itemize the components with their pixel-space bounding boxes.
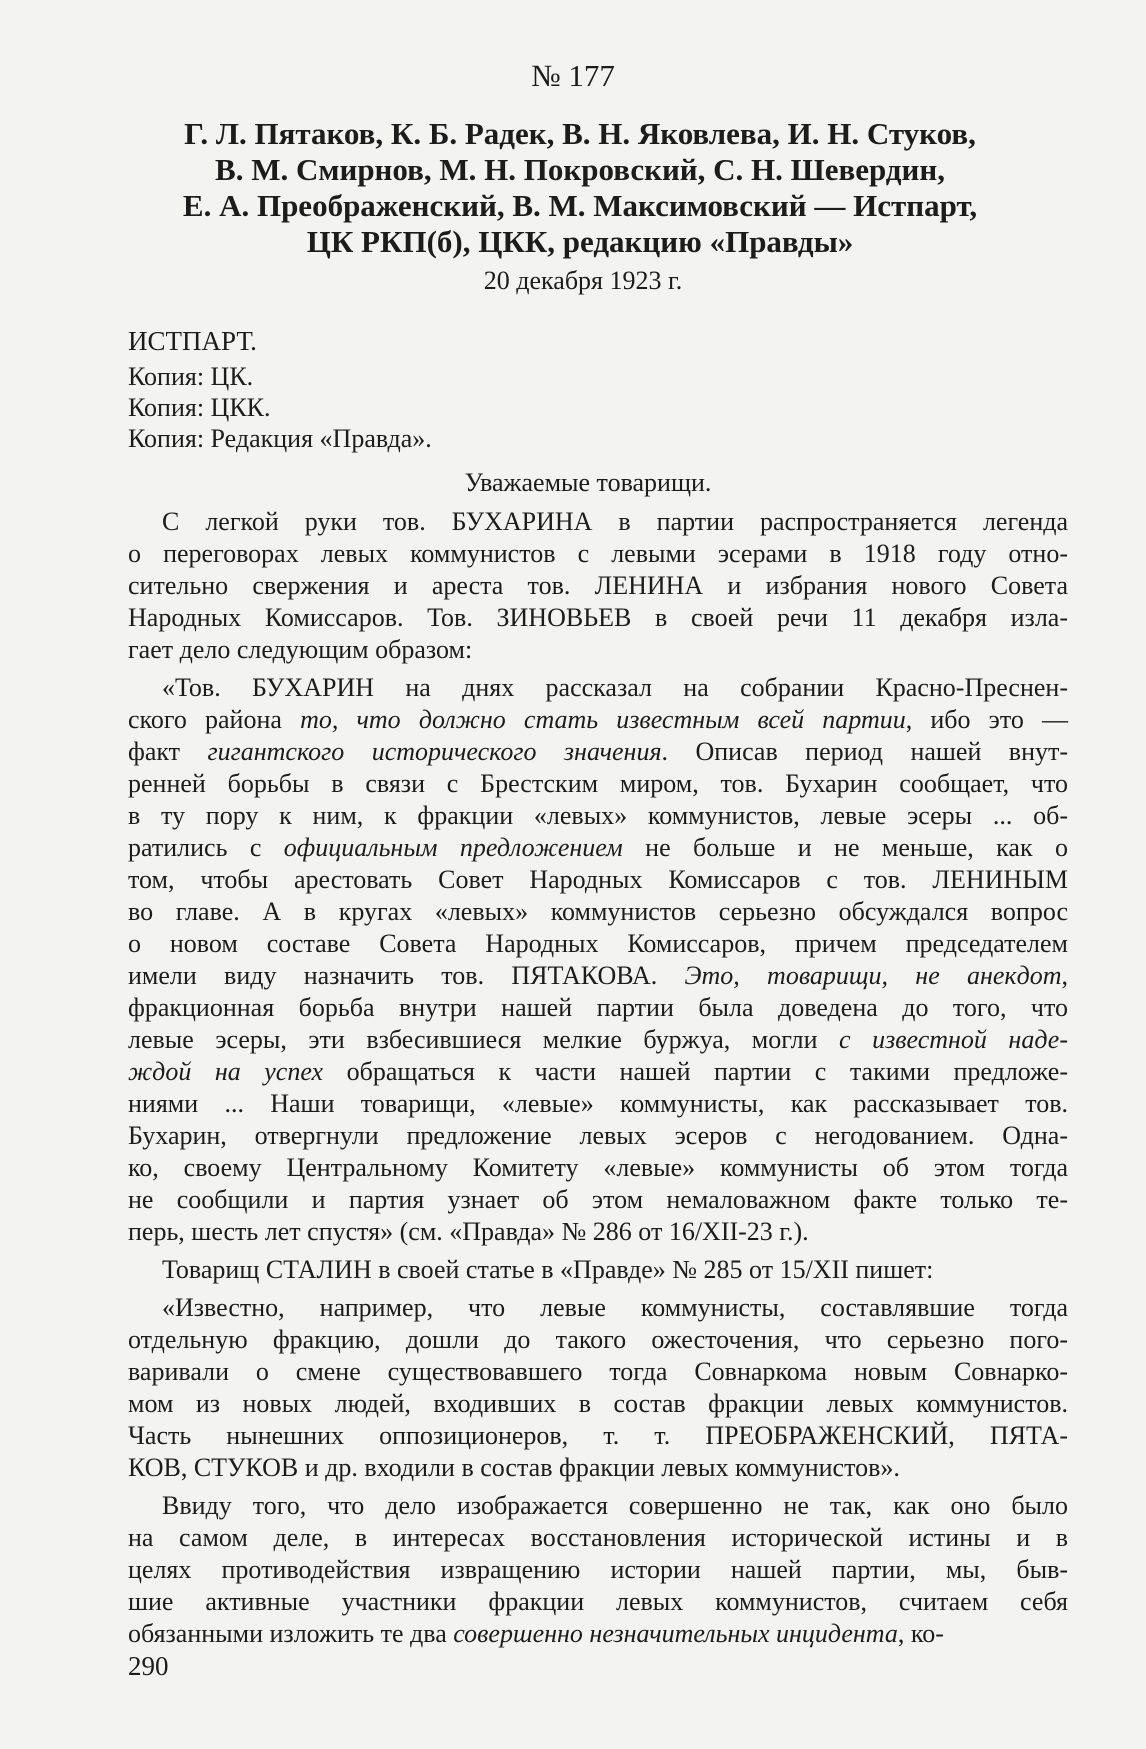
text-line: [128, 1356, 1068, 1388]
text-segment: гает дело следующим образом:: [128, 635, 473, 664]
text-segment: Ввиду того, что дело изображается совершенно не так, как оно было: [162, 1491, 1068, 1520]
text-segment: Часть нынешних оппозиционеров, т. т. ПРЕОБРАЖЕНСКИЙ, ПЯТА-: [128, 1421, 1068, 1450]
paragraph: [128, 1490, 1068, 1650]
addressee: Копия: Редакция «Правда».: [128, 424, 432, 453]
text-segment: мом из новых людей, входивших в состав фракции левых коммунистов.: [128, 1389, 1068, 1418]
text-segment: о переговорах левых коммунистов с левыми эсерами в 1918 году отно-: [128, 539, 1068, 568]
text-segment: Бухарин, отвергнули предложение левых эсеров с негодованием. Одна-: [128, 1121, 1068, 1150]
text-segment: о новом составе Совета Народных Комиссаров, причем председателем: [128, 929, 1068, 958]
text-line: [128, 634, 1068, 666]
title-line: ЦК РКП(б), ЦКК, редакцию «Правды»: [306, 224, 854, 259]
text-line: [128, 960, 1068, 992]
text-line: [128, 896, 1068, 928]
title-line: В. М. Смирнов, М. Н. Покровский, С. Н. Шевердин,: [215, 152, 945, 187]
addressee: Копия: ЦКК.: [128, 393, 271, 422]
text-line: [128, 1554, 1068, 1586]
text-segment: целях противодействия извращению истории нашей партии, мы, быв-: [128, 1555, 1068, 1584]
text-line: [128, 864, 1068, 896]
text-line: [128, 1024, 1068, 1056]
text-segment: . Описав период нашей внут-: [661, 737, 1069, 766]
text-segment: том, чтобы арестовать Совет Народных Комиссаров с тов. ЛЕНИНЫМ: [128, 865, 1068, 894]
text-segment: ратились с: [128, 833, 284, 862]
paragraph: [128, 506, 1068, 666]
text-line: [128, 506, 1068, 538]
text-line: [128, 704, 1068, 736]
addressees: [128, 326, 432, 454]
document-date: 20 декабря 1923 г.: [483, 266, 683, 295]
text-line: [128, 1522, 1068, 1554]
text-line: [128, 1254, 1068, 1286]
text-segment: ского района: [128, 705, 301, 734]
text-segment: на самом деле, в интересах восстановления исторической истины и в: [128, 1523, 1068, 1552]
text-segment: шие активные участники фракции левых коммунистов, считаем себя: [128, 1587, 1068, 1616]
text-line: [128, 672, 1068, 704]
addressee: ИСТПАРТ.: [128, 326, 257, 356]
text-line: [128, 1618, 1068, 1650]
text-segment: ренней борьбы в связи с Брестским миром, тов. Бухарин сообщает, что: [128, 769, 1068, 798]
text-line: [128, 800, 1068, 832]
text-segment: обращаться к части нашей партии с такими предложе-: [323, 1057, 1068, 1086]
text-line: [128, 928, 1068, 960]
text-segment: ниями ... Наши товарищи, «левые» коммунисты, как рассказывает тов.: [128, 1089, 1068, 1118]
text-segment: имели виду назначить тов. ПЯТАКОВА.: [128, 961, 685, 990]
text-segment: отдельную фракцию, дошли до такого ожесточения, что серьезно пого-: [128, 1325, 1068, 1354]
text-segment: левые эсеры, эти взбесившиеся мелкие буржуа, могли: [128, 1025, 840, 1054]
text-segment: фракционная борьба внутри нашей партии была доведена до того, что: [128, 993, 1068, 1022]
text-segment: Товарищ СТАЛИН в своей статье в «Правде» № 285 от 15/XII пишет:: [162, 1255, 934, 1284]
text-segment: в ту пору к ним, к фракции «левых» коммунистов, левые эсеры ... об-: [128, 801, 1068, 830]
text-segment: обязанными изложить те два: [128, 1619, 454, 1648]
letter-body: [128, 506, 1068, 1656]
text-line: [128, 1184, 1068, 1216]
italic-text: официальным предложением: [283, 833, 623, 862]
italic-text: гигантского исторического значения: [207, 737, 662, 766]
text-line: [128, 1088, 1068, 1120]
text-segment: не больше и не меньше, как о: [622, 833, 1068, 862]
paragraph: [128, 672, 1068, 1248]
italic-text: с известной наде-: [839, 1025, 1069, 1054]
text-line: [128, 768, 1068, 800]
text-segment: не сообщили и партия узнает об этом немаловажном факте только те-: [128, 1185, 1068, 1214]
text-segment: КОВ, СТУКОВ и др. входили в состав фракции левых коммунистов».: [128, 1453, 900, 1482]
text-segment: Народных Комиссаров. Тов. ЗИНОВЬЕВ в своей речи 11 декабря изла-: [128, 603, 1068, 632]
italic-text: совершенно незначительных инцидента: [453, 1619, 898, 1648]
text-segment: «Тов. БУХАРИН на днях рассказал на собрании Красно-Преснен-: [162, 673, 1068, 702]
title-line: Е. А. Преображенский, В. М. Максимовский — Истпарт,: [182, 188, 978, 223]
text-line: [128, 1490, 1068, 1522]
text-segment: , ибо это —: [905, 705, 1069, 734]
text-segment: «Известно, например, что левые коммунисты, составлявшие тогда: [162, 1293, 1068, 1322]
document-number: № 177: [531, 58, 615, 93]
text-line: [128, 1120, 1068, 1152]
text-segment: С легкой руки тов. БУХАРИНА в партии распространяется легенда: [162, 507, 1068, 536]
italic-text: ждой на успех: [128, 1057, 324, 1086]
text-segment: ко, своему Центральному Комитету «левые» коммунисты об этом тогда: [128, 1153, 1068, 1182]
salutation: Уважаемые товарищи.: [464, 468, 712, 497]
text-line: [128, 570, 1068, 602]
text-line: [128, 832, 1068, 864]
document-title: [90, 116, 1070, 260]
text-segment: сительно свержения и ареста тов. ЛЕНИНА и избрания нового Совета: [128, 571, 1068, 600]
text-line: [128, 602, 1068, 634]
text-line: [128, 1324, 1068, 1356]
page-number: 290: [128, 1651, 169, 1681]
text-segment: варивали о смене существовавшего тогда Совнаркома новым Совнарко-: [128, 1357, 1068, 1386]
addressee: Копия: ЦК.: [128, 362, 254, 391]
text-line: [128, 1452, 1068, 1484]
text-segment: , ко-: [897, 1619, 944, 1648]
italic-text: то, что должно стать известным всей партии: [300, 705, 906, 734]
text-segment: во главе. А в кругах «левых» коммунистов серьезно обсуждался вопрос: [128, 897, 1068, 926]
text-line: [128, 1056, 1068, 1088]
text-line: [128, 538, 1068, 570]
text-line: [128, 736, 1068, 768]
text-line: [128, 1216, 1068, 1248]
text-line: [128, 992, 1068, 1024]
text-line: [128, 1586, 1068, 1618]
text-line: [128, 1388, 1068, 1420]
paragraph: [128, 1292, 1068, 1484]
text-segment: факт: [128, 737, 208, 766]
text-segment: ,: [1061, 961, 1069, 990]
text-line: [128, 1420, 1068, 1452]
text-line: [128, 1292, 1068, 1324]
text-segment: перь, шесть лет спустя» (см. «Правда» № 286 от 16/XII-23 г.).: [128, 1217, 809, 1246]
text-line: [128, 1152, 1068, 1184]
paragraph: [128, 1254, 1068, 1286]
italic-text: Это, товарищи, не анекдот: [684, 961, 1062, 990]
title-line: Г. Л. Пятаков, К. Б. Радек, В. Н. Яковлева, И. Н. Стуков,: [184, 116, 976, 151]
